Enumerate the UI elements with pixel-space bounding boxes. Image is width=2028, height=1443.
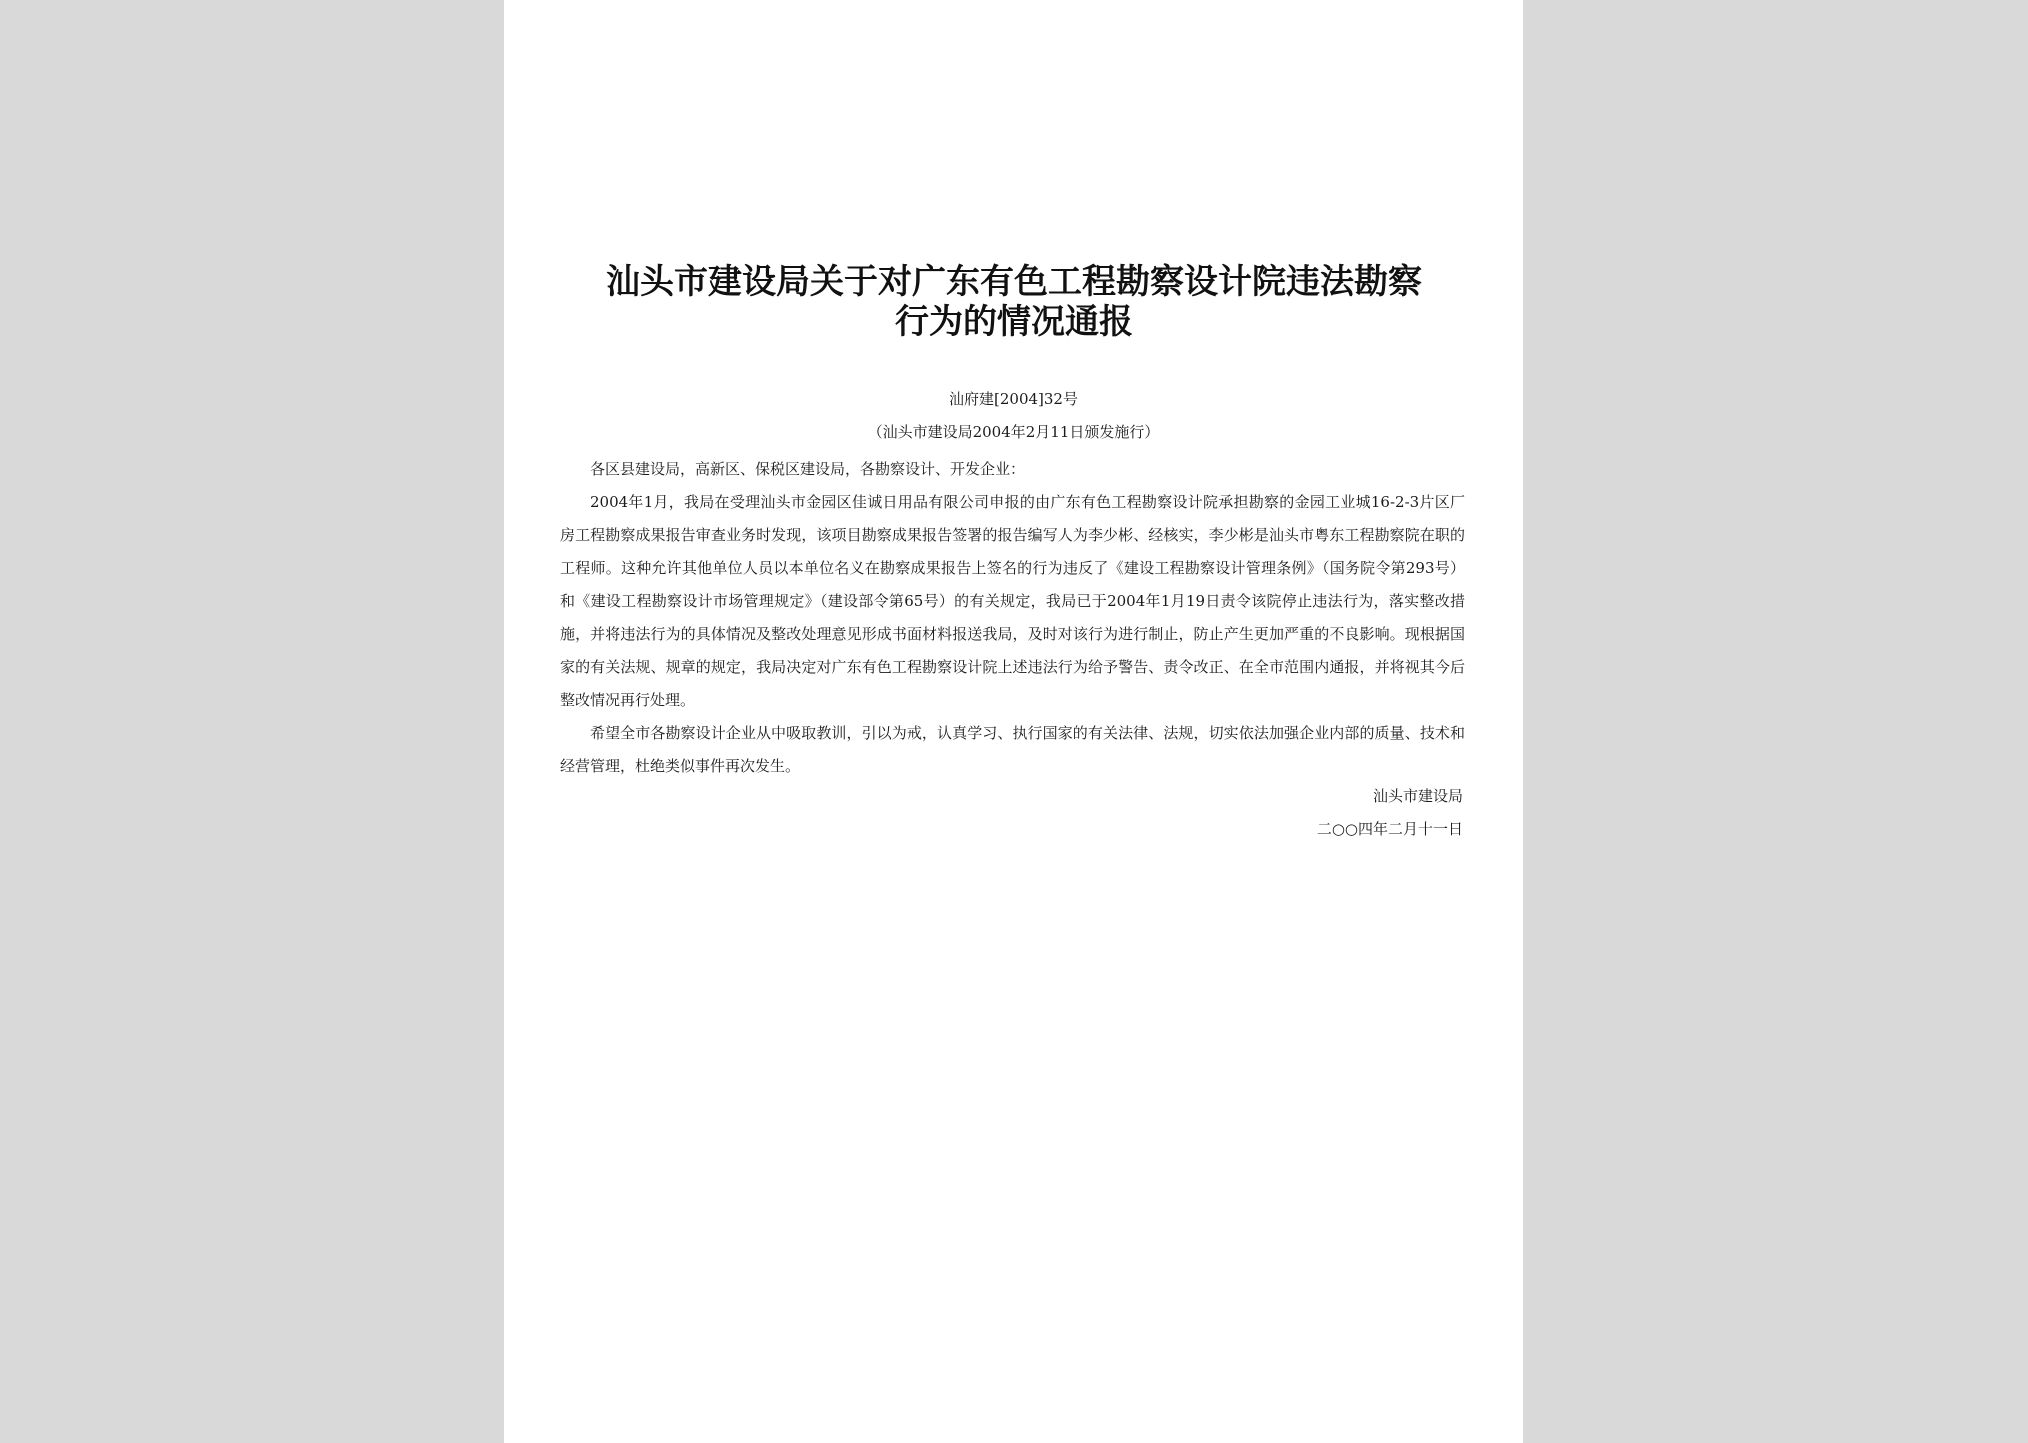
signature: 汕头市建设局: [1372, 787, 1463, 805]
paragraph: 2004年1月，我局在受理汕头市金园区佳诚日用品有限公司申报的由广东有色工程勘察设计院承担勘察的金园工业城16-2-3片区厂房工程勘察成果报告审查业务时发现，该项目勘察成果报告签署的报告编写人为李少彬、经核实，李少彬是汕头市粤东工程勘察院在职的工程师。这种允许其他单位人员以本单位名义在勘察成果报告上签名的行为违反了《建设工程勘察设计管理条例》（国务院令第293号）和《建设工程勘察设计市场管理规定》（建设部令第65号）的有关规定，我局已于2004年1月19日责令该院停止违法行为，落实整改措施，并将违法行为的具体情况及整改处理意见形成书面材料报送我局，及时对该行为进行制止，防止产生更加严重的不良影响。现根据国家的有关法规、规章的规定，我局决定对广东有色工程勘察设计院上述违法行为给予警告、责令改正、在全市范围内通报，并将视其今后整改情况再行处理。: [560, 493, 1465, 709]
document-body: [560, 453, 1465, 783]
paragraph: 希望全市各勘察设计企业从中吸取教训，引以为戒，认真学习、执行国家的有关法律、法规，切实依法加强企业内部的质量、技术和经营管理，杜绝类似事件再次发生。: [560, 724, 1465, 775]
document-number: 汕府建[2004]32号: [949, 390, 1078, 408]
issue-date: 二○○四年二月十一日: [1316, 820, 1463, 838]
document-title: 汕头市建设局关于对广东有色工程勘察设计院违法勘察行为的情况通报: [606, 262, 1422, 342]
salutation: 各区县建设局，高新区、保税区建设局，各勘察设计、开发企业：: [590, 460, 1026, 478]
document-page: [504, 0, 1523, 1443]
issued-note: （汕头市建设局2004年2月11日颁发施行）: [867, 423, 1160, 441]
signature-block: [1317, 780, 1463, 846]
